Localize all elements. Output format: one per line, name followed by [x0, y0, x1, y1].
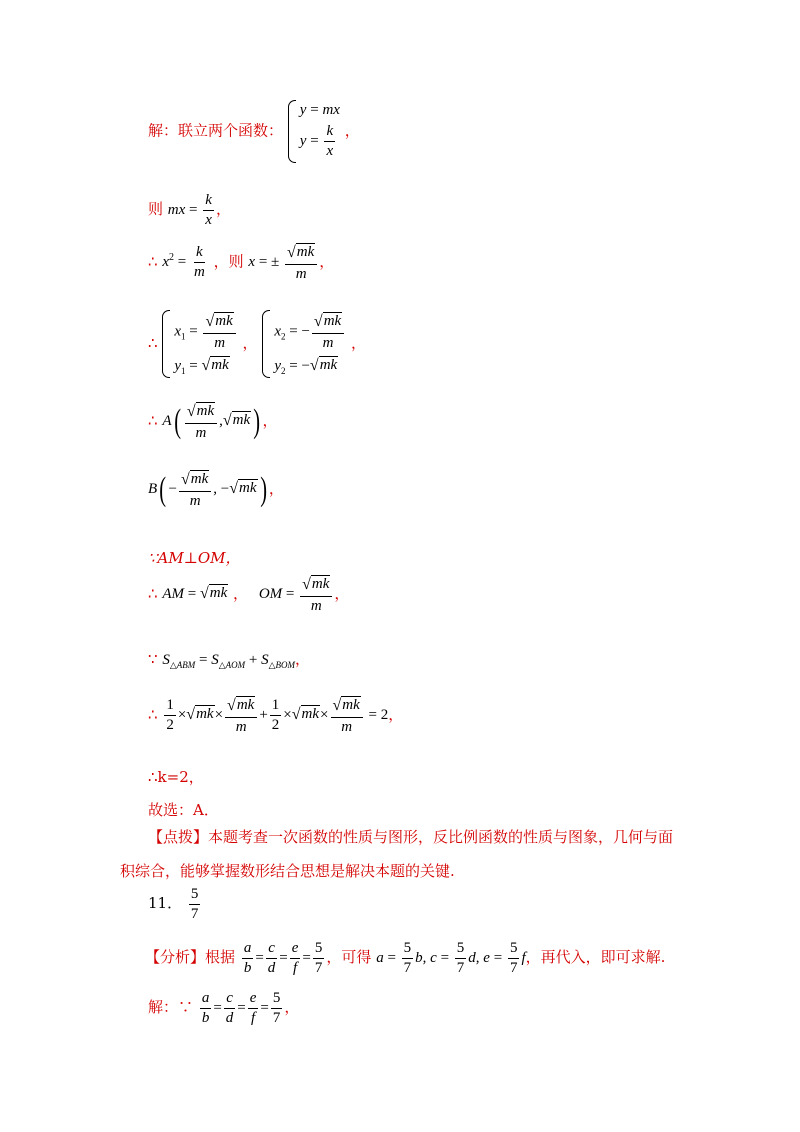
question-number: 11． — [148, 894, 183, 913]
step-equation: 则 mx = $\frac{k}{x}$ ， — [148, 192, 231, 229]
solution-system-line: 解：联立两个函数： y = mx y = $\frac{k}{x}$ ， — [148, 100, 360, 163]
equation-system: y = mx y = $\frac{k}{x}$ — [288, 100, 340, 163]
analysis-line: 【分析】根据 $\frac{a}{b}$ = $\frac{c}{d}$ = $\frac{e}{f}$ = $\frac{5}{7}$ ，可得 a = $\frac{5}{7}$ b, c = $\frac{5}{7}$ d, e = $\frac{5}{7}$ f，再代入，即可求解. — [145, 940, 666, 977]
step-area-sum: ∵ $S_{\triangle ABM} = S_{\triangle AOM} + S_{\triangle BOM}$， — [148, 650, 311, 670]
point-a: ∴ A( √ mk m , √ mk ) ， — [148, 402, 278, 441]
question-11-answer: 11． $\frac{5}{7}$ — [148, 886, 199, 923]
solution-label: 解：联立两个函数： — [148, 121, 284, 140]
result-k: ∴k=2， — [148, 768, 204, 786]
answer-choice: 故选：A． — [148, 801, 219, 819]
step-area-equation: ∴ $\frac{1}{2}$ × √ mk × √ mk m + $\frac{1}{2}$ × √ mk × √ mk m = 2， — [148, 697, 404, 735]
point-b: B( − √ mk m , − √ mk ) ， — [148, 470, 284, 509]
step-solutions: ∴ $x_1$ = √ mk m $y_1$ = √ mk ， $x_2$ = − √ mk m $y_2$ = − √ mk ， — [148, 310, 366, 378]
solution-start: 解：∵ $\frac{a}{b}$ = $\frac{c}{d}$ = $\frac{e}{f}$ = $\frac{5}{7}$ ， — [148, 990, 300, 1027]
perpendicular-condition: ∵AM⊥OM， — [148, 549, 241, 567]
key-point-text: 本题考查一次函数的性质与图形，反比例函数的性质与图象，几何与面积综合，能够掌握数形结合思想是解决本题的关键. — [120, 828, 674, 880]
step-solve-x: ∴ $x^2$ = $\frac{k}{m}$ ，则 x = ± √ mk m ， — [148, 244, 335, 282]
analysis-tag: 【分析】 — [145, 948, 206, 967]
key-point-paragraph — [120, 820, 680, 888]
key-point-tag: 【点拨】 — [148, 828, 209, 846]
step-lengths: ∴ AM = √ mk ， OM = √ mk m ， — [148, 576, 350, 614]
